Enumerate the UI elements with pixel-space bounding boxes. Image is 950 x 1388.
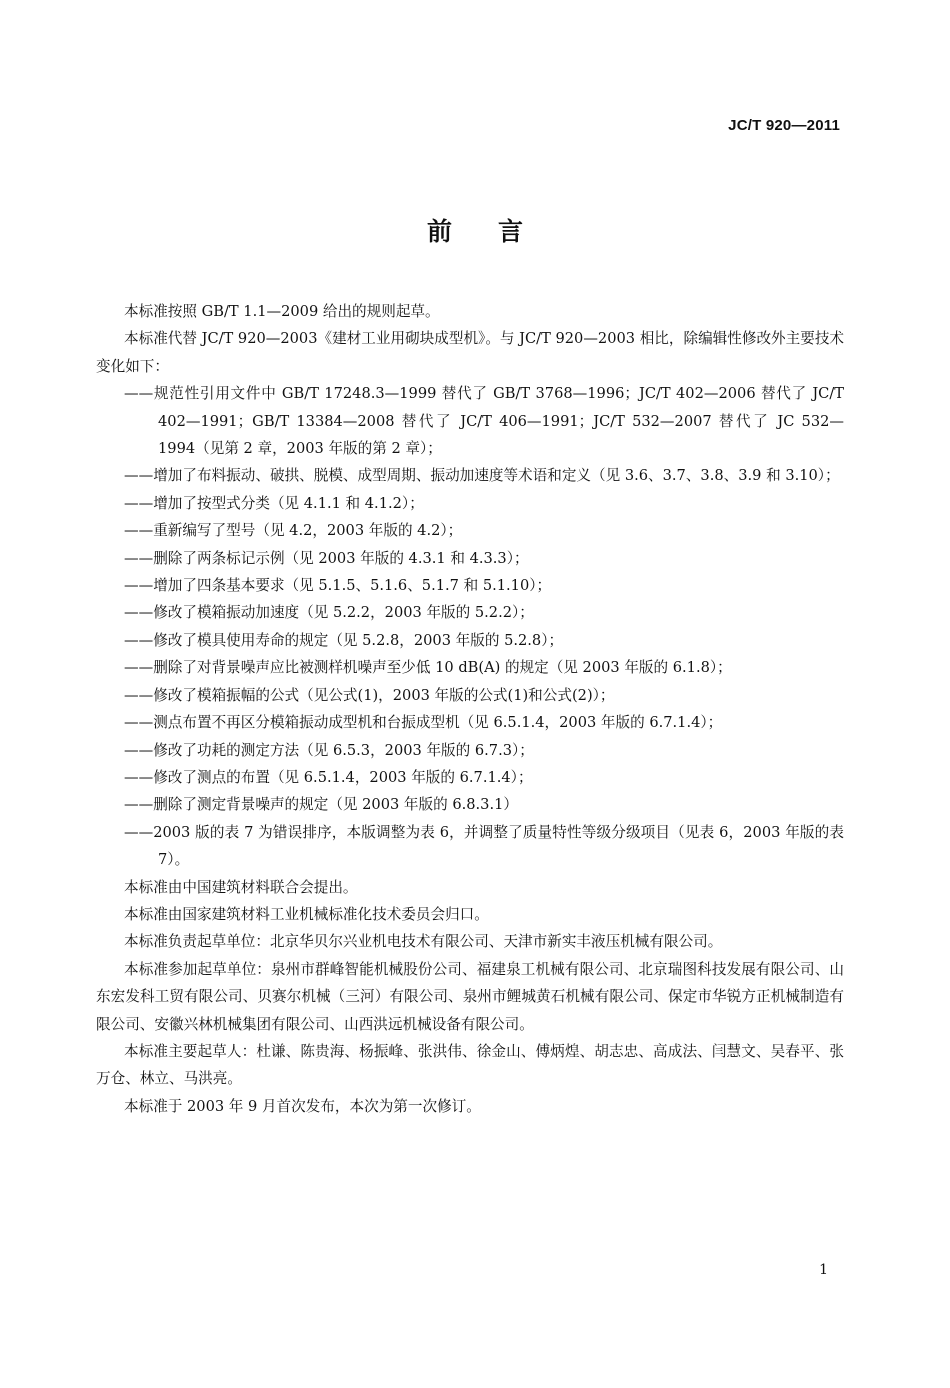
change-item: ——删除了测定背景噪声的规定（见 2003 年版的 6.8.3.1） (124, 796, 518, 814)
foreword-body (96, 298, 844, 1120)
paragraph-under-jurisdiction: 本标准由国家建筑材料工业机械标准化技术委员会归口。 (124, 905, 489, 923)
change-item: ——2003 版的表 7 为错误排序，本版调整为表 6，并调整了质量特性等级分级项目（见表 6，2003 年版的表 7）。 (124, 823, 844, 869)
standard-number: JC/T 920—2011 (728, 117, 840, 134)
change-item: ——修改了功耗的测定方法（见 6.5.3，2003 年版的 6.7.3）； (124, 741, 534, 759)
paragraph-proposed-by: 本标准由中国建筑材料联合会提出。 (124, 878, 358, 896)
change-item: ——测点布置不再区分模箱振动成型机和台振成型机（见 6.5.1.4，2003 年版的 6.7.1.4）； (124, 714, 723, 732)
change-item: ——修改了模具使用寿命的规定（见 5.2.8，2003 年版的 5.2.8）； (124, 631, 564, 649)
change-item: ——修改了模箱振动加速度（见 5.2.2，2003 年版的 5.2.2）； (124, 604, 534, 622)
change-item: ——修改了测点的布置（见 6.5.1.4，2003 年版的 6.7.1.4）； (124, 768, 533, 786)
change-item: ——增加了四条基本要求（见 5.1.5、5.1.6、5.1.7 和 5.1.10）； (124, 577, 552, 595)
change-item: ——删除了对背景噪声应比被测样机噪声至少低 10 dB(A) 的规定（见 2003 年版的 6.1.8）； (124, 659, 732, 677)
paragraph-responsible-drafters: 本标准负责起草单位：北京华贝尔兴业机电技术有限公司、天津市新实丰液压机械有限公司。 (124, 933, 723, 951)
page-number: 1 (819, 1262, 828, 1278)
paragraph-replacement: 本标准代替 JC/T 920—2003《建材工业用砌块成型机》。与 JC/T 920—2003 相比，除编辑性修改外主要技术变化如下： (96, 330, 845, 375)
change-item: ——增加了按型式分类（见 4.1.1 和 4.1.2）； (124, 494, 424, 512)
paragraph-drafting-rules: 本标准按照 GB/T 1.1—2009 给出的规则起草。 (124, 303, 440, 320)
change-item: ——修改了模箱振幅的公式（见公式(1)，2003 年版的公式(1)和公式(2)）； (124, 686, 615, 704)
change-item: ——增加了布料振动、破拱、脱模、成型周期、振动加速度等术语和定义（见 3.6、3.7、3.8、3.9 和 3.10）； (124, 467, 840, 485)
change-item: ——重新编写了型号（见 4.2，2003 年版的 4.2）； (124, 522, 463, 540)
paragraph-participating-drafters: 本标准参加起草单位：泉州市群峰智能机械股份公司、福建泉工机械有限公司、北京瑞图科技发展有限公司、山东宏发科工贸有限公司、贝赛尔机械（三河）有限公司、泉州市鲤城黄石机械有限公司、保定市华锐方正机械制造有限公司、安徽兴林机械集团有限公司、山西洪远机械设备有限公司。 (96, 960, 844, 1033)
page-title: 前言 (426, 217, 569, 246)
paragraph-main-drafters: 本标准主要起草人：杜谦、陈贵海、杨振峰、张洪伟、徐金山、傅炳煌、胡志忠、高成法、闫慧文、吴春平、张万仓、林立、马洪亮。 (96, 1042, 844, 1088)
change-item: ——删除了两条标记示例（见 2003 年版的 4.3.1 和 4.3.3）； (124, 549, 529, 567)
paragraph-release-history: 本标准于 2003 年 9 月首次发布，本次为第一次修订。 (124, 1097, 481, 1115)
change-item: ——规范性引用文件中 GB/T 17248.3—1999 替代了 GB/T 3768—1996；JC/T 402—2006 替代了 JC/T 402—1991；GB/T 13384—2008 替代了 JC/T 406—1991；JC/T 532—2007 替代了 JC 532—1994（见第 2 章，2003 年版的第 2 章）； (124, 385, 844, 458)
